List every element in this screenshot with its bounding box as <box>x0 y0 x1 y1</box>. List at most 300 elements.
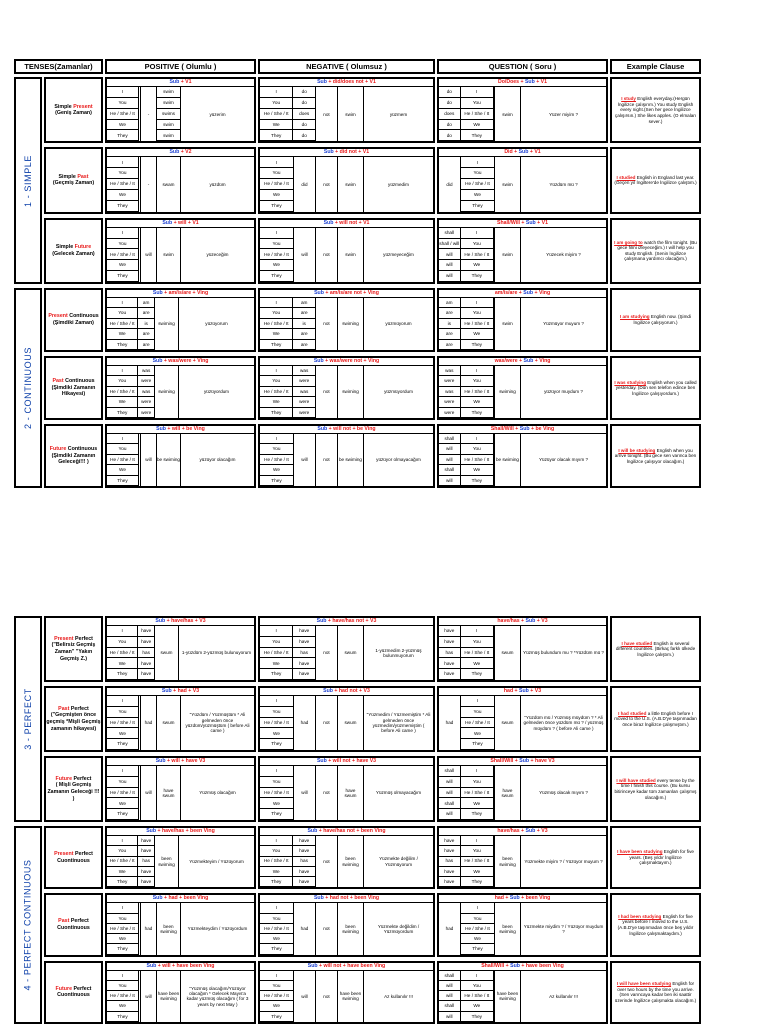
neg-not: not <box>316 836 338 887</box>
pronoun-cell: We <box>107 329 138 339</box>
tense-name-suffix: Perfect Cuontinuous <box>57 985 92 999</box>
pos-translation: yüzerim <box>209 111 226 117</box>
pronoun-cell: They <box>107 739 139 750</box>
pronoun-cell: You <box>107 168 139 179</box>
neg-formula: Sub + have/has not + V3 <box>260 618 433 626</box>
q-aux: was <box>439 387 461 397</box>
pos-verb: swum <box>157 696 181 750</box>
tense-name-keyword: Past <box>58 918 70 925</box>
q-aux: will <box>439 249 461 260</box>
pronoun-cell: They <box>260 340 293 350</box>
pronoun-cell: You <box>260 846 293 856</box>
pronoun-cell: He / She / It <box>461 455 494 465</box>
pos-translation: yüzeceğim <box>206 252 229 258</box>
q-formula: Do/Does + Sub + V1 <box>439 79 606 87</box>
example-cell <box>610 77 701 143</box>
pronoun-cell: He / She / It <box>107 857 138 867</box>
pronoun-cell: He / She / It <box>107 387 138 397</box>
neg-cell <box>258 77 435 143</box>
pronoun-cell: You <box>107 308 138 318</box>
pronoun-cell: I <box>107 696 139 707</box>
tense-name-keyword: Future <box>49 446 67 453</box>
tense-name-cell <box>44 77 103 143</box>
tense-name-cell <box>44 288 103 352</box>
pronoun-cell: They <box>461 1012 494 1022</box>
pos-aux: have <box>138 637 154 648</box>
tense-name-turkish: ("Belirsiz Geçmiş Zaman" "Yakın Geçmiş Z.) <box>51 642 96 662</box>
pos-formula: Sub + am/is/are + Ving <box>107 290 254 298</box>
neg-not: not <box>316 87 338 141</box>
group-simple-title: 1 - SIMPLE <box>23 154 34 207</box>
example-text: English everyday.(Hergün İngilizce çalışırım.) You study English every night.(Sen her gece İngilizce çalışırsın.) She likes apples. (O elmaları sever.) <box>614 96 697 124</box>
group-perfect-continuous-label <box>14 826 42 1024</box>
neg-cell <box>258 356 435 420</box>
pronoun-cell: They <box>260 944 293 954</box>
q-aux: has <box>439 648 461 659</box>
example-text: every tense by the time I finish this course. (Bu kursu bitirinceye kadar tüm zamanları çalışmış olacağım.) <box>614 777 697 800</box>
neg-not: not <box>316 228 338 282</box>
pronoun-cell: We <box>107 798 139 809</box>
pronoun-cell: You <box>260 981 293 991</box>
q-verb: swim <box>495 157 521 211</box>
q-aux: will <box>439 444 461 454</box>
q-aux: have <box>439 867 461 877</box>
pos-cell <box>105 77 256 143</box>
q-aux: will <box>439 455 461 465</box>
neg-verb: been swiming <box>338 836 364 887</box>
pronoun-cell: We <box>107 260 139 271</box>
neg-cell <box>258 756 435 822</box>
neg-formula: Sub + have/has not + been Ving <box>260 828 433 836</box>
neg-formula: Sub + will not + have V3 <box>260 758 433 766</box>
q-cell <box>437 288 608 352</box>
pronoun-cell: You <box>260 707 293 718</box>
neg-aux: will <box>294 228 316 282</box>
tense-name-keyword: Present <box>54 851 74 858</box>
pronoun-cell: I <box>260 228 293 239</box>
pronoun-cell: He / She / It <box>260 179 293 190</box>
pronoun-cell: He / She / It <box>461 648 494 659</box>
pronoun-cell: He / She / It <box>107 788 139 799</box>
pronoun-cell: I <box>461 626 494 637</box>
q-translation: Yüzmüş olacak mıyım ? <box>539 790 588 796</box>
pos-cell <box>105 961 256 1024</box>
tense-name-turkish: (Geçmiş Zaman) <box>52 180 95 187</box>
pronoun-cell: We <box>461 120 494 131</box>
neg-aux: have <box>293 846 315 856</box>
pronoun-cell: We <box>260 658 293 669</box>
pronoun-cell: We <box>461 329 494 339</box>
q-cell <box>437 218 608 284</box>
pos-translation: Yüzmüş olacağım <box>199 790 236 796</box>
pos-verb: been swiming <box>157 903 181 954</box>
neg-not: not <box>316 626 338 680</box>
example-cell <box>610 893 701 956</box>
q-cell <box>437 893 608 956</box>
pronoun-cell: We <box>461 465 494 475</box>
pronoun-cell: They <box>107 944 139 954</box>
q-cell <box>437 616 608 682</box>
example-highlight: I have studied <box>621 640 653 646</box>
pos-formula: Sub + have/has + been Ving <box>107 828 254 836</box>
tense-name-suffix: Perfect <box>69 705 89 712</box>
pos-cell <box>105 756 256 822</box>
q-cell <box>437 961 608 1024</box>
pos-verb: swum <box>155 626 179 680</box>
pronoun-cell: You <box>107 777 139 788</box>
pos-aux: is <box>138 319 154 329</box>
neg-cell <box>258 826 435 889</box>
tense-name-suffix: Continuous <box>63 378 95 385</box>
q-cell <box>437 826 608 889</box>
q-aux: will <box>439 991 461 1001</box>
q-aux: is <box>439 319 461 329</box>
example-text: English in several different countries. (Birkaç farklı ülkede İngilizce çalıştım.) <box>615 640 696 657</box>
pos-cell <box>105 424 256 488</box>
q-aux: has <box>439 857 461 867</box>
pronoun-cell: I <box>461 228 494 239</box>
pronoun-cell: He / She / It <box>260 109 293 120</box>
example-cell <box>610 218 701 284</box>
neg-translation: yüzmedim <box>388 181 409 187</box>
neg-cell <box>258 893 435 956</box>
neg-not: not <box>316 434 338 486</box>
tense-name-suffix: Continuous <box>67 313 99 320</box>
pronoun-cell: You <box>461 981 494 991</box>
neg-cell <box>258 424 435 488</box>
pronoun-cell: We <box>107 120 139 131</box>
pronoun-cell: You <box>260 308 293 318</box>
q-aux: will <box>439 777 461 788</box>
pronoun-cell: I <box>107 626 138 637</box>
neg-aux: was <box>293 387 315 397</box>
pronoun-cell: They <box>461 340 494 350</box>
pronoun-cell: They <box>107 476 139 486</box>
pronoun-cell: He / She / It <box>461 249 494 260</box>
example-text: English when you called yesterday. (Dün sen telefon edince ben İngilizce çalışıyordum.) <box>615 379 697 396</box>
neg-formula: Sub + was/were not + Ving <box>260 358 433 366</box>
tense-name-cell <box>44 147 103 213</box>
q-formula: Shall/Will + Sub + have been Ving <box>439 963 606 971</box>
pronoun-cell: I <box>107 87 139 98</box>
q-aux: are <box>439 308 461 318</box>
example-cell <box>610 147 701 213</box>
pronoun-cell: You <box>260 98 293 109</box>
pos-verb: have swum <box>157 766 181 820</box>
pos-verb: swim <box>157 228 181 282</box>
pronoun-cell: You <box>107 707 139 718</box>
group-continuous-label <box>14 288 42 488</box>
neg-verb: been swiming <box>338 903 364 954</box>
q-aux: had <box>439 696 461 750</box>
neg-formula: Sub + did/does not + V1 <box>260 79 433 87</box>
pos-aux: have <box>138 669 154 680</box>
neg-aux: has <box>293 857 315 867</box>
tense-name-keyword: Past <box>52 378 64 385</box>
pronoun-cell: He / She / It <box>107 718 139 729</box>
pos-aux: have <box>138 626 154 637</box>
pronoun-cell: He / She / It <box>107 179 139 190</box>
pronoun-cell: They <box>461 201 494 212</box>
pronoun-cell: We <box>260 934 293 944</box>
pos-cell <box>105 356 256 420</box>
example-highlight: I am going to <box>614 239 643 245</box>
pos-aux: was <box>138 366 154 376</box>
tense-name-cell <box>44 686 103 752</box>
pronoun-cell: We <box>260 798 293 809</box>
pronoun-cell: They <box>107 877 138 887</box>
pronoun-cell: I <box>260 366 293 376</box>
pos-aux: were <box>138 397 154 407</box>
q-translation: Yüzmüyor muyum ? <box>543 321 584 327</box>
tense-name-prefix: Simple <box>58 173 78 180</box>
header-question: QUESTION ( Soru ) <box>437 59 608 74</box>
q-aux: shall <box>439 465 461 475</box>
pos-formula: Sub + will + have been Ving <box>107 963 254 971</box>
pronoun-cell: You <box>260 168 293 179</box>
q-aux: have <box>439 846 461 856</box>
q-aux: do <box>439 120 461 131</box>
neg-aux: do <box>293 130 315 141</box>
pronoun-cell: They <box>107 201 139 212</box>
neg-verb: swim <box>338 228 364 282</box>
neg-verb: swum <box>338 696 364 750</box>
pronoun-cell: We <box>107 934 139 944</box>
pos-verb: swim <box>157 130 180 141</box>
q-aux: shall <box>439 971 461 981</box>
tense-name-suffix: Perfect Cuontinuous <box>57 851 93 864</box>
q-translation: Yüzecek miyim ? <box>546 252 581 258</box>
neg-aux: am <box>293 298 315 308</box>
neg-aux: have <box>293 626 315 637</box>
pronoun-cell: I <box>461 696 494 707</box>
q-translation: Yüzmekte miydim ? / Yüzüyor muydum ? <box>523 923 604 934</box>
pronoun-cell: He / She / It <box>260 648 293 659</box>
pos-verb: swiming <box>155 366 179 418</box>
neg-translation: yüzmüyordum <box>384 389 413 395</box>
pos-aux: had <box>141 696 157 750</box>
tense-name-keyword: Present <box>48 313 68 320</box>
q-translation: yüzüyor muydum ? <box>544 389 583 395</box>
neg-aux: does <box>293 109 315 120</box>
tense-name-cell <box>44 826 103 889</box>
pos-verb: swiming <box>155 298 179 350</box>
pronoun-cell: They <box>461 271 494 282</box>
neg-not: not <box>316 366 338 418</box>
q-aux: have <box>439 626 461 637</box>
pronoun-cell: You <box>107 444 139 454</box>
pronoun-cell: I <box>107 766 139 777</box>
q-aux: shall <box>439 228 461 239</box>
q-aux: will <box>439 809 461 820</box>
pronoun-cell: He / She / It <box>260 924 293 934</box>
q-aux: will <box>439 981 461 991</box>
pos-aux: have <box>138 658 154 669</box>
pronoun-cell: He / She / It <box>260 991 293 1001</box>
group-perfect-title: 3 - PERFECT <box>23 688 34 750</box>
neg-verb: swiming <box>338 298 364 350</box>
pronoun-cell: We <box>260 867 293 877</box>
pos-translation: "Yüzmüş olacağım/Yüzüyor olacağım * Gelecek Mayıs'a kadar yüzmüş olacağım ( for 3 years by next May ) <box>186 985 249 1007</box>
q-formula: Shall/Will + Sub + be Ving <box>439 426 606 434</box>
pronoun-cell: They <box>107 340 138 350</box>
neg-verb: have been swiming <box>338 971 364 1022</box>
pos-aux: will <box>141 434 157 486</box>
neg-translation: "Yüzmedim / Yüzmemiştim * Ali gelmeden önce yüzmedim/yüzmemiştim ( before Ali came ) <box>366 712 431 734</box>
q-translation: Yüzdüm mü ? <box>549 181 578 187</box>
example-cell <box>610 424 701 488</box>
pronoun-cell: He / She / It <box>461 924 494 934</box>
pronoun-cell: He / She / It <box>107 455 139 465</box>
pronoun-cell: They <box>107 669 138 680</box>
neg-aux: will <box>294 434 316 486</box>
q-formula: had + Sub + V3 <box>439 688 606 696</box>
q-verb: swum <box>495 626 521 680</box>
pronoun-cell: We <box>461 867 494 877</box>
q-verb: been swiming <box>495 836 521 887</box>
pronoun-cell: You <box>260 444 293 454</box>
q-formula: had + Sub + been Ving <box>439 895 606 903</box>
pos-translation: yüzüyorum <box>205 321 228 327</box>
q-aux: does <box>439 109 461 120</box>
pos-translation: yüzüyordum <box>203 389 230 395</box>
tense-name-prefix: Simple <box>54 103 74 110</box>
pos-verb: be swiming <box>157 434 181 486</box>
q-translation: Yüzmüş bulundum mu ? *Yüzdüm mü ? <box>523 650 604 656</box>
pos-formula: Sub + had + V3 <box>107 688 254 696</box>
neg-aux: are <box>293 340 315 350</box>
q-aux: will <box>439 260 461 271</box>
pronoun-cell: You <box>461 376 494 386</box>
pronoun-cell: I <box>107 298 138 308</box>
pronoun-cell: We <box>461 798 494 809</box>
tense-name-turkish: (Şimdiki Zamanın Geleceği!!! ) <box>51 452 96 466</box>
neg-formula: Sub + had not + been Ving <box>260 895 433 903</box>
neg-aux: have <box>293 669 315 680</box>
neg-not: not <box>316 903 338 954</box>
tense-name-suffix: Perfect <box>72 775 92 782</box>
pos-cell <box>105 826 256 889</box>
neg-formula: Sub + will not + V1 <box>260 220 433 228</box>
q-aux: will <box>439 1012 461 1022</box>
example-highlight: I will have studied <box>616 777 656 783</box>
pronoun-cell: He / She / It <box>260 387 293 397</box>
tense-name-cell <box>44 893 103 956</box>
example-highlight: I was studying <box>614 379 647 385</box>
pronoun-cell: We <box>260 260 293 271</box>
pronoun-cell: You <box>461 777 494 788</box>
pronoun-cell: They <box>461 809 494 820</box>
pos-aux: will <box>141 971 157 1022</box>
pronoun-cell: I <box>461 971 494 981</box>
pronoun-cell: You <box>260 376 293 386</box>
pronoun-cell: I <box>107 434 139 444</box>
q-formula: have/has + Sub + V3 <box>439 618 606 626</box>
pos-verb: swim <box>157 87 180 98</box>
pos-formula: Sub + had + been Ving <box>107 895 254 903</box>
tense-name-keyword: Future <box>55 775 73 782</box>
neg-verb: swim <box>338 157 364 211</box>
q-translation: Yüzmekte miyim ? / Yüzüyor muyum ? <box>524 859 603 865</box>
example-text: English in England last year. (Geçen yıl İngiltere'de İngilizce çalıştım.) <box>614 174 697 186</box>
example-text: English for five years. (Beş yıldır İngilizce çalışmaktayım.) <box>629 849 694 866</box>
neg-aux: had <box>294 696 316 750</box>
pronoun-cell: We <box>260 397 293 407</box>
q-aux: had <box>439 903 461 954</box>
header-example: Example Clause <box>610 59 701 74</box>
pronoun-cell: I <box>260 903 293 913</box>
pronoun-cell: I <box>461 836 494 846</box>
neg-translation: Az kullanılır !!! <box>384 993 413 999</box>
pronoun-cell: We <box>107 1001 139 1011</box>
neg-aux: were <box>293 397 315 407</box>
pronoun-cell: We <box>260 190 293 201</box>
pos-aux: will <box>141 766 157 820</box>
q-aux: have <box>439 877 461 887</box>
example-cell <box>610 686 701 752</box>
tense-name-suffix: Continuous <box>66 446 98 453</box>
pronoun-cell: You <box>260 777 293 788</box>
pronoun-cell: I <box>107 903 139 913</box>
tense-name-turkish: (Gelecek Zaman) <box>52 250 95 257</box>
pronoun-cell: He / She / It <box>461 718 494 729</box>
q-cell <box>437 424 608 488</box>
pronoun-cell: He / She / It <box>461 109 494 120</box>
pronoun-cell: They <box>461 130 494 141</box>
pos-verb: swim <box>157 120 180 131</box>
pronoun-cell: We <box>107 397 138 407</box>
pronoun-cell: I <box>260 298 293 308</box>
q-formula: have/has + Sub + V3 <box>439 828 606 836</box>
pronoun-cell: You <box>461 914 494 924</box>
example-highlight: I had studied <box>618 710 647 716</box>
tense-name-cell <box>44 218 103 284</box>
pronoun-cell: They <box>107 809 139 820</box>
pronoun-cell: He / She / It <box>461 179 494 190</box>
pronoun-cell: He / She / It <box>461 387 494 397</box>
pronoun-cell: I <box>107 157 139 168</box>
pronoun-cell: I <box>461 87 494 98</box>
neg-cell <box>258 147 435 213</box>
neg-aux: have <box>293 836 315 846</box>
example-text: English when you arrive tonight. (Bu gece sen varınca ben İngilizce çalışıyor olacağım.) <box>614 447 697 464</box>
q-verb: be swiming <box>495 434 521 486</box>
pos-translation: Yüzmekteyim / Yüzüyorum <box>189 859 244 865</box>
q-formula: am/is/are + Sub + Ving <box>439 290 606 298</box>
pos-translation: Yüzmekteydim / Yüzüyordum <box>187 926 248 932</box>
pos-aux: were <box>138 408 154 418</box>
q-aux: have <box>439 836 461 846</box>
pos-cell <box>105 686 256 752</box>
pronoun-cell: We <box>107 728 139 739</box>
neg-aux: are <box>293 329 315 339</box>
pronoun-cell: He / She / It <box>107 648 138 659</box>
neg-verb: be swiming <box>338 434 364 486</box>
pronoun-cell: We <box>260 728 293 739</box>
example-cell <box>610 826 701 889</box>
pronoun-cell: You <box>461 846 494 856</box>
pronoun-cell: You <box>260 239 293 250</box>
pronoun-cell: They <box>107 408 138 418</box>
neg-formula: Sub + will not + be Ving <box>260 426 433 434</box>
pos-translation: "Yüzdüm / Yüzmüştüm * Ali gelmeden önce yüzdüm/yüzmüştüm ( before Ali came ) <box>185 712 250 734</box>
neg-formula: Sub + had not + V3 <box>260 688 433 696</box>
q-aux: was <box>439 366 461 376</box>
group-continuous-title: 2 - CONTINUOUS <box>23 347 33 429</box>
pronoun-cell: I <box>260 696 293 707</box>
pos-aux: are <box>138 308 154 318</box>
pronoun-cell: We <box>107 658 138 669</box>
